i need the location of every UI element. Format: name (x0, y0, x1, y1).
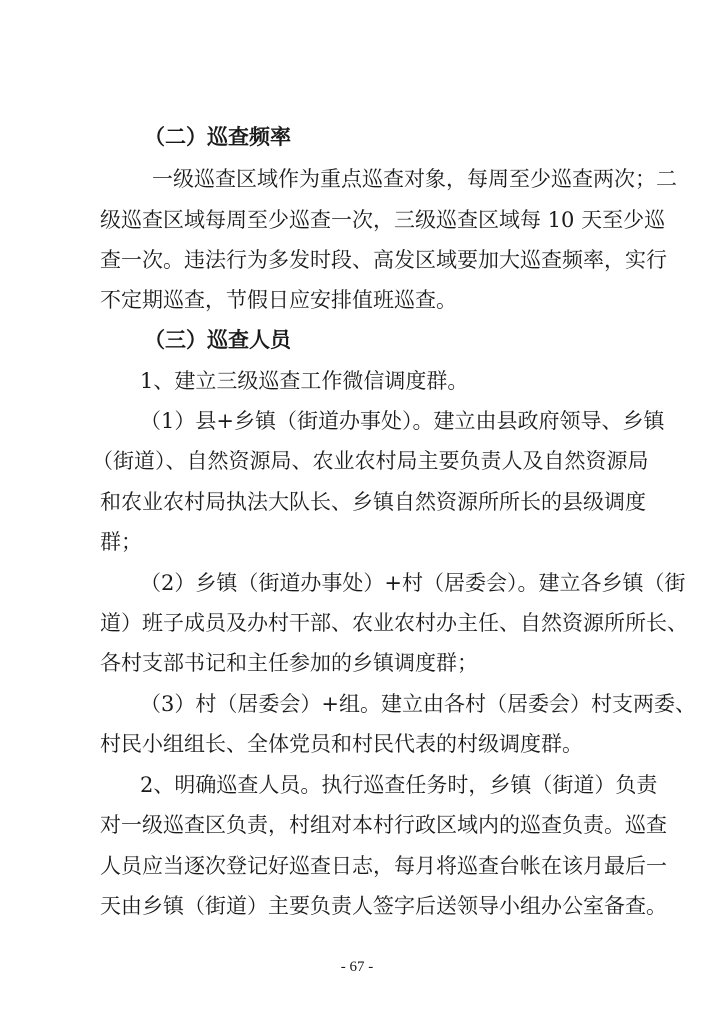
text-line: 和农业农村局执法大队长、乡镇自然资源所所长的县级调度 (100, 490, 646, 514)
text-line: 查一次。违法行为多发时段、高发区域要加大巡查频率，实行 (100, 248, 667, 272)
text-line: 一级巡查区域作为重点巡查对象，每周至少巡查两次；二 (152, 167, 677, 191)
text-line: （3）村（居委会）+组。建立由各村（居委会）村支两委、 (140, 692, 696, 716)
section-heading-personnel: （三）巡查人员 (144, 328, 291, 352)
text-line: （1）县+乡镇（街道办事处）。建立由县政府领导、乡镇 (140, 409, 665, 433)
text-line: 群； (100, 530, 142, 554)
text-line: 人员应当逐次登记好巡查日志，每月将巡查台帐在该月最后一 (100, 854, 667, 878)
text-line: 2、明确巡查人员。执行巡查任务时，乡镇（街道）负责 (140, 773, 658, 797)
text-line: 级巡查区域每周至少巡查一次，三级巡查区域每 10 天至少巡 (100, 208, 666, 232)
text-line: 天由乡镇（街道）主要负责人签字后送领导小组办公室备查。 (100, 894, 667, 918)
text-line: 道）班子成员及办村干部、农业农村办主任、自然资源所所长、 (100, 611, 688, 635)
section-heading-frequency: （二）巡查频率 (144, 125, 291, 149)
text-line: （2）乡镇（街道办事处）+村（居委会）。建立各乡镇（街 (140, 571, 686, 595)
text-line: 村民小组组长、全体党员和村民代表的村级调度群。 (100, 732, 583, 756)
text-line: （街道）、自然资源局、农业农村局主要负责人及自然资源局 (92, 449, 649, 473)
text-line: 不定期巡查，节假日应安排值班巡查。 (100, 288, 457, 312)
text-line: 1、建立三级巡查工作微信调度群。 (140, 369, 469, 393)
text-line: 对一级巡查区负责，村组对本村行政区域内的巡查负责。巡查 (100, 813, 667, 837)
page-number: - 67 - (340, 959, 374, 975)
text-line: 各村支部书记和主任参加的乡镇调度群； (100, 651, 478, 675)
